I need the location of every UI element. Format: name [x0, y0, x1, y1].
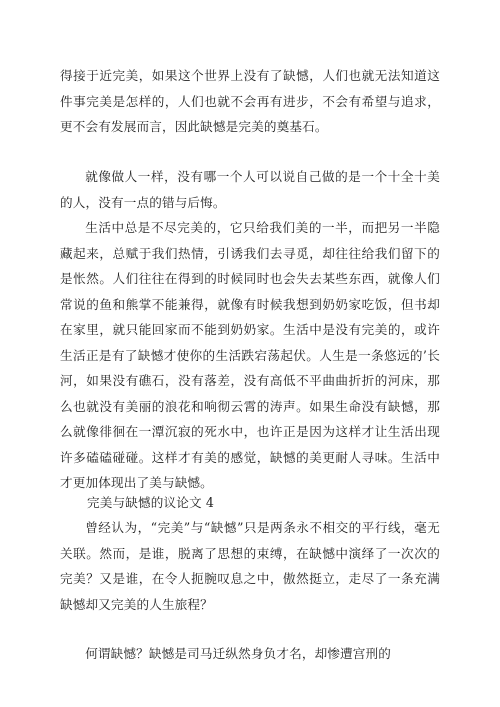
paragraph-1: 得接于近完美，如果这个世界上没有了缺憾，人们也就无法知道这件事完美是怎样的，人们也就不会再有进步，不会有希望与追求，更不会有发展而言，因此缺憾是完美的奠基石。 — [60, 68, 440, 134]
section-heading: 完美与缺憾的议论文 4 — [87, 495, 215, 510]
paragraph-3: 生活中总是不尽完美的，它只给我们美的一半，而把另一半隐藏起来，总赋于我们热情，引诱我们去寻觅，却往往给我们留下的是怅然。人们往往在得到的时候同时也会失去某些东西，就像人们常说的鱼和熊掌不能兼得，就像有时候我想到奶奶家吃饭，但书却在家里，就只能回家而不能到奶奶家。生活中是没有完美的，或许生活正是有了缺憾才使你的生活跌宕荡起伏。人生是一条悠远的’长河，如果没有礁石，没有落差，没有高低不平曲曲折折的河床，那么也就没有美丽的浪花和响彻云霄的涛声。如果生命没有缺憾，那么就像徘徊在一潭沉寂的死水中，也许正是因为这样才让生活出现许多磕磕碰碰。这样才有美的感觉，缺憾的美更耐人寻味。生活中才更加体现出了美与缺憾。 — [60, 220, 440, 490]
paragraph-5: 何谓缺憾？缺憾是司马迁纵然身负才名，却惨遭宫刑的 — [85, 646, 392, 661]
paragraph-4: 曾经认为，“完美”与“缺憾”只是两条永不相交的平行线，毫无关联。然而，是谁，脱离了思想的束缚，在缺憾中演绎了一次次的完美？又是谁，在令人扼腕叹息之中，傲然挺立，走尽了一条充满缺憾却又完美的人生旅程？ — [60, 520, 440, 612]
paragraph-2: 就像做人一样，没有哪一个人可以说自己做的是一个十全十美的人，没有一点的错与后悔。 — [60, 169, 440, 210]
